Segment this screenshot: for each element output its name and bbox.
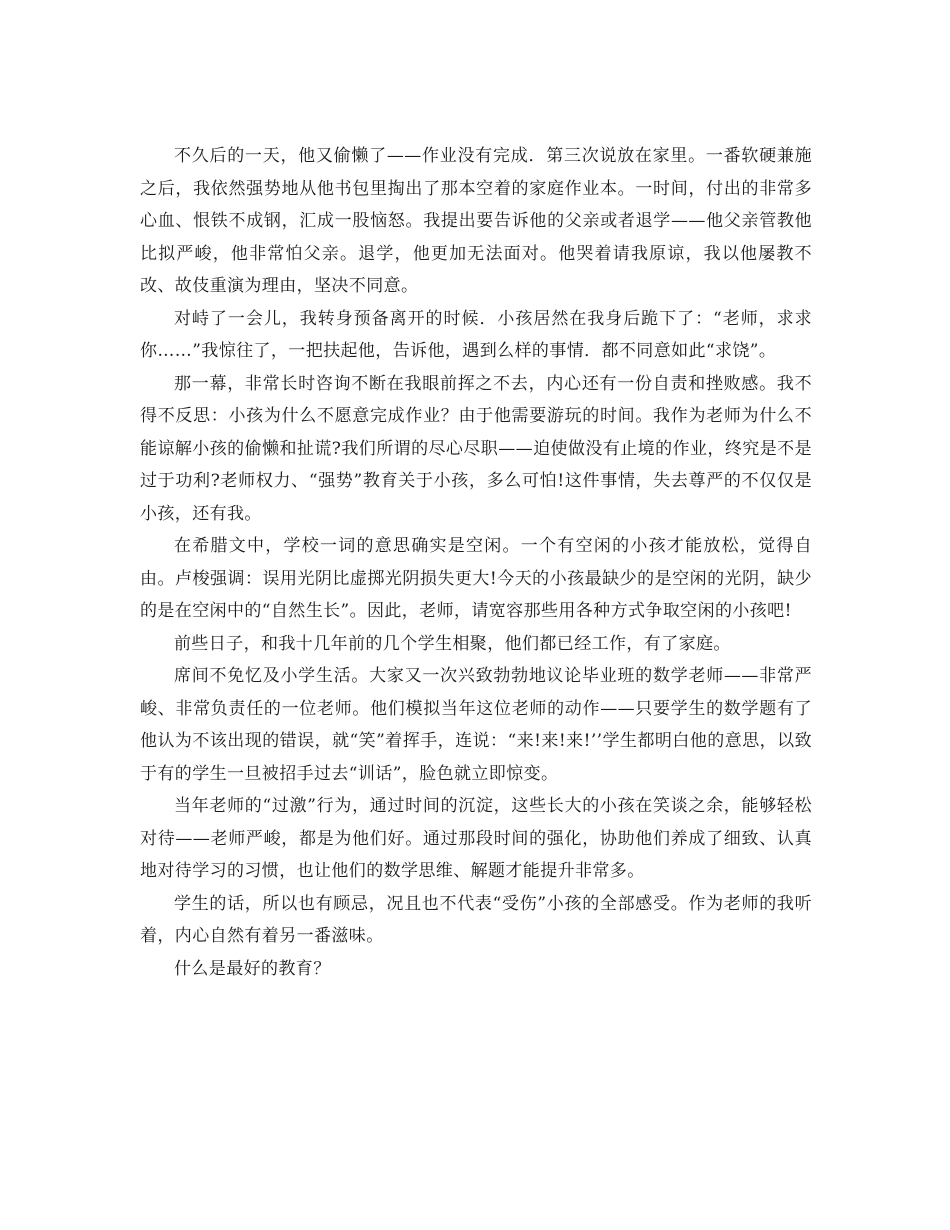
paragraph-1: 不久后的一天，他又偷懒了——作业没有完成．第三次说放在家里。一番软硬兼施之后，我依然强势地从他书包里掏出了那本空着的家庭作业本。一时间，付出的非常多心血、恨铁不成钢，汇成一股恼怒。我提出要告诉他的父亲或者退学——他父亲管教他比拟严峻，他非常怕父亲。退学，他更加无法面对。他哭着请我原谅，我以他屡教不改、故伎重演为理由，坚决不同意。 (140, 146, 812, 296)
paragraph-6: 席间不免忆及小学生活。大家又一次兴致勃勃地议论毕业班的数学老师——非常严峻、非常负责任的一位老师。他们模拟当年这位老师的动作——只要学生的数学题有了他认为不该出现的错误，就“笑”着挥手，连说：“来!来!来!’’学生都明白他的意思，以致于有的学生一旦被招手过去“训话”，脸色就立即惊变。 (140, 666, 812, 784)
document-body (140, 140, 812, 985)
paragraph-2: 对峙了一会儿，我转身预备离开的时候．小孩居然在我身后跪下了：“老师，求求你……”我惊往了，一把扶起他，告诉他，遇到么样的事情．都不同意如此“求饶”。 (140, 308, 812, 361)
paragraph-4: 在希腊文中，学校一词的意思确实是空闲。一个有空闲的小孩才能放松，觉得自由。卢梭强调：误用光阴比虚掷光阴损失更大!今天的小孩最缺少的是空闲的光阴，缺少的是在空闲中的“自然生长”。因此，老师，请宽容那些用各种方式争取空闲的小孩吧! (140, 536, 812, 621)
paragraph-8: 学生的话，所以也有顾忌，况且也不代表“受伤”小孩的全部感受。作为老师的我听着，内心自然有着另一番滋味。 (140, 893, 812, 946)
paragraph-7: 当年老师的“过激”行为，通过时间的沉淀，这些长大的小孩在笑谈之余，能够轻松对待——老师严峻，都是为他们好。通过那段时间的强化，协助他们养成了细致、认真地对待学习的习惯，也让他们的数学思维、解题才能提升非常多。 (140, 796, 812, 881)
paragraph-9: 什么是最好的教育？ (174, 958, 331, 979)
paragraph-5: 前些日子，和我十几年前的几个学生相聚，他们都已经工作，有了家庭。 (174, 633, 731, 654)
paragraph-3: 那一幕，非常长时咨询不断在我眼前挥之不去，内心还有一份自责和挫败感。我不得不反思：小孩为什么不愿意完成作业？由于他需要游玩的时间。我作为老师为什么不能谅解小孩的偷懒和扯谎?我们所谓的尽心尽职——迫使做没有止境的作业，终究是不是过于功利?老师权力、“强势”教育关于小孩，多么可怕!这件事情，失去尊严的不仅仅是小孩，还有我。 (140, 373, 812, 524)
